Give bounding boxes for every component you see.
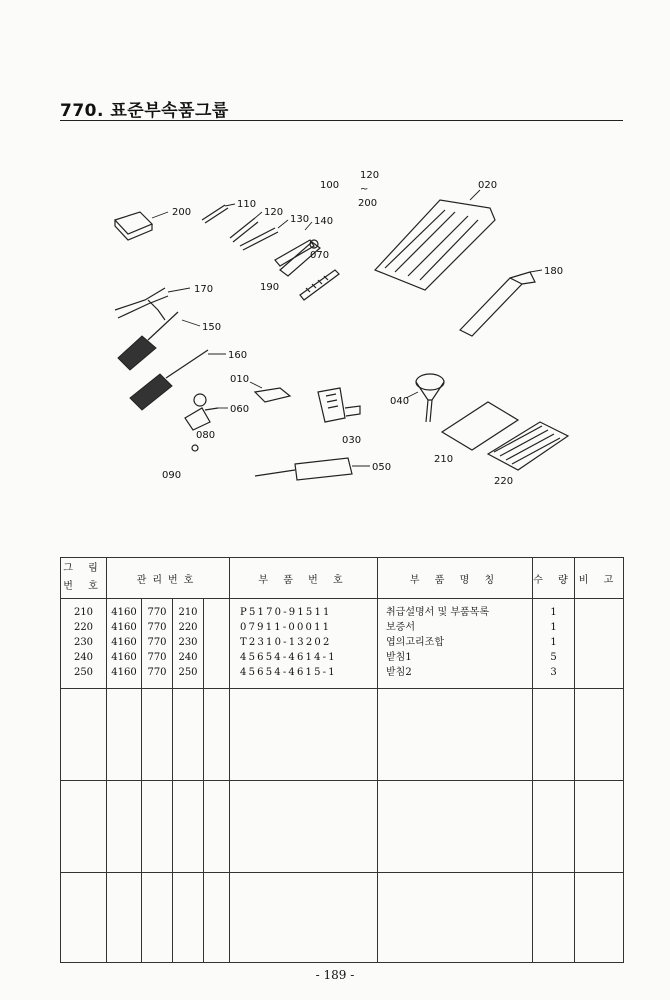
callout-080: 080 xyxy=(196,430,216,441)
fig-no: 250 xyxy=(73,667,94,678)
part-clip xyxy=(202,204,235,223)
callout-200a: 200 xyxy=(358,198,378,209)
callout-200: 200 xyxy=(172,207,192,218)
fig-no: 240 xyxy=(73,652,94,663)
mgmt-3: 240 xyxy=(178,652,198,663)
callout-020: 020 xyxy=(478,180,498,191)
callout-030: 030 xyxy=(342,435,362,446)
qty: 1 xyxy=(550,607,557,618)
part-no: 45654-4615-1 xyxy=(240,667,337,678)
callout-120a: 120 xyxy=(360,170,380,181)
mgmt-1: 4160 xyxy=(111,667,137,678)
mgmt-2: 770 xyxy=(147,622,167,633)
callout-210: 210 xyxy=(434,454,454,465)
mgmt-2-cell xyxy=(142,599,173,689)
col-remark: 비 고 xyxy=(575,558,624,599)
col-qty: 수 량 xyxy=(533,558,575,599)
qty: 1 xyxy=(550,622,557,633)
mgmt-3: 250 xyxy=(178,667,198,678)
callout-090: 090 xyxy=(162,470,182,481)
mgmt-2: 770 xyxy=(147,667,167,678)
part-funnel xyxy=(406,374,444,422)
fig-no: 220 xyxy=(73,622,94,633)
part-screwdriver xyxy=(130,350,226,410)
mgmt-3: 230 xyxy=(178,637,198,648)
callout-040: 040 xyxy=(390,396,410,407)
mgmt-1: 4160 xyxy=(111,637,137,648)
callout-130: 130 xyxy=(290,214,310,225)
part-name: 받침1 xyxy=(386,652,412,663)
part-no-cell xyxy=(230,599,378,689)
callout-060: 060 xyxy=(230,404,250,415)
title-rule xyxy=(60,120,623,121)
table-row-empty xyxy=(61,873,624,963)
part-screwdriver-large xyxy=(118,312,200,370)
fig-no-cell xyxy=(61,599,107,689)
callout-range: ~ xyxy=(360,184,369,195)
callout-010: 010 xyxy=(230,374,250,385)
mgmt-1: 4160 xyxy=(111,652,137,663)
mgmt-3: 210 xyxy=(178,607,198,618)
part-oiler xyxy=(255,458,370,480)
col-part-name: 부 품 명 칭 xyxy=(378,558,533,599)
callout-070: 070 xyxy=(310,250,330,261)
part-no: 07911-00011 xyxy=(240,622,332,633)
page-number: - 189 - xyxy=(315,968,355,982)
qty: 1 xyxy=(550,637,557,648)
callout-050: 050 xyxy=(372,462,392,473)
part-name: 받침2 xyxy=(386,667,412,678)
mgmt-1: 4160 xyxy=(111,622,137,633)
callout-140: 140 xyxy=(314,216,334,227)
qty-cell xyxy=(533,599,575,689)
part-no: T2310-13202 xyxy=(240,637,332,648)
remark-cell xyxy=(575,599,624,689)
callout-190: 190 xyxy=(260,282,280,293)
callout-150: 150 xyxy=(202,322,222,333)
col-fig-no: 그 림 번 호 xyxy=(61,558,107,599)
part-warranty xyxy=(488,422,568,470)
part-010 xyxy=(250,382,290,402)
part-name-cell xyxy=(378,599,533,689)
part-pliers xyxy=(115,288,190,320)
part-brush xyxy=(460,270,542,336)
mgmt-3-cell xyxy=(173,599,204,689)
table-row-block xyxy=(61,599,624,689)
part-no: 45654-4614-1 xyxy=(240,652,337,663)
col-part-no: 부 품 번 호 xyxy=(230,558,378,599)
part-eraser xyxy=(115,212,168,240)
callout-170: 170 xyxy=(194,284,214,295)
callout-180: 180 xyxy=(544,266,564,277)
part-cover-mat xyxy=(375,190,495,290)
mgmt-1: 4160 xyxy=(111,607,137,618)
callout-100: 100 xyxy=(320,180,340,191)
page-title: 770. 표준부속품그룹 xyxy=(60,101,229,121)
mgmt-2: 770 xyxy=(147,607,167,618)
parts-diagram xyxy=(90,160,590,500)
part-name: 보증서 xyxy=(386,622,415,633)
callout-160: 160 xyxy=(228,350,248,361)
mgmt-2: 770 xyxy=(147,652,167,663)
part-no: P5170-91511 xyxy=(240,607,332,618)
fig-no: 210 xyxy=(73,607,94,618)
part-name: 엽의고리조합 xyxy=(386,637,444,648)
table-row-empty xyxy=(61,781,624,873)
col-mgmt-no: 관리번호 xyxy=(107,558,230,599)
mgmt-3: 220 xyxy=(178,622,198,633)
part-name: 취급설명서 및 부품목록 xyxy=(386,607,489,618)
qty: 5 xyxy=(550,652,557,663)
part-needle-strip xyxy=(300,270,339,300)
table-row-empty xyxy=(61,689,624,781)
callout-220: 220 xyxy=(494,476,514,487)
fig-no: 230 xyxy=(73,637,94,648)
part-bobbin xyxy=(185,394,228,451)
part-presser-foot xyxy=(318,388,360,422)
parts-table xyxy=(60,557,624,963)
mgmt-2: 770 xyxy=(147,637,167,648)
mgmt-4-cell xyxy=(204,599,230,689)
mgmt-1-cell xyxy=(107,599,142,689)
qty: 3 xyxy=(550,667,557,678)
callout-110: 110 xyxy=(237,199,257,210)
callout-120b: 120 xyxy=(264,207,284,218)
